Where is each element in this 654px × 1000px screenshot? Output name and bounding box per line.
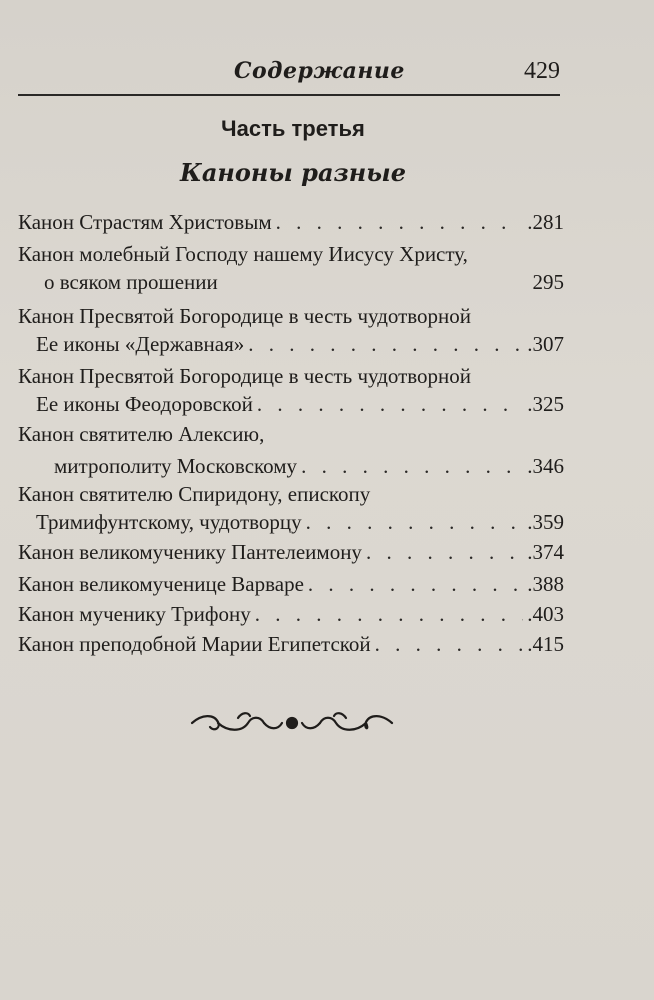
toc-entry bbox=[18, 630, 564, 658]
toc-page-number: .388 bbox=[527, 572, 564, 596]
toc-entry bbox=[18, 240, 564, 296]
toc-page-number: .359 bbox=[527, 510, 564, 534]
toc-entry-title-cont: Тримифунтскому, чудотворцу bbox=[36, 510, 302, 534]
toc-entry-title: Канон мученику Трифону bbox=[18, 602, 251, 626]
toc-entry-title: Канон молебный Господу нашему Иисусу Христу, bbox=[18, 242, 468, 266]
header-title: Содержание bbox=[234, 58, 405, 84]
dot-leader bbox=[306, 508, 524, 536]
section-title: Каноны разные bbox=[180, 158, 406, 187]
dot-leader bbox=[375, 630, 524, 658]
toc-page-number: .325 bbox=[527, 392, 564, 416]
dot-leader bbox=[308, 570, 523, 598]
toc-page-number: .415 bbox=[527, 632, 564, 656]
toc-entry bbox=[18, 570, 564, 598]
toc-entry-title-cont: Ее иконы Феодоровской bbox=[36, 392, 253, 416]
dot-leader bbox=[257, 390, 523, 418]
toc-page-number: .346 bbox=[527, 454, 564, 478]
toc-entry bbox=[18, 600, 564, 628]
toc-entry-title: Канон Пресвятой Богородице в честь чудотворной bbox=[18, 304, 472, 328]
toc-entry bbox=[18, 208, 564, 236]
toc-entry-title: Канон Пресвятой Богородице в честь чудотворной bbox=[18, 364, 472, 388]
toc-entry bbox=[18, 420, 564, 480]
toc-entry-title-cont: о всяком прошении bbox=[44, 270, 218, 294]
toc-entry-title: Канон великомученице Варваре bbox=[18, 572, 304, 596]
toc-page-number: .281 bbox=[527, 210, 564, 234]
toc-entry bbox=[18, 480, 564, 536]
toc-entry-title: Канон святителю Алексию, bbox=[18, 422, 265, 446]
toc-page-number: .403 bbox=[527, 602, 564, 626]
toc-entry-title: Канон святителю Спиридону, епископу bbox=[18, 482, 371, 506]
dot-leader bbox=[301, 452, 523, 480]
toc-page-number: .374 bbox=[527, 540, 564, 564]
header-rule bbox=[18, 94, 560, 96]
header-page-number: 429 bbox=[524, 58, 560, 84]
part-title: Часть третья bbox=[221, 116, 365, 141]
toc-page-number: .307 bbox=[527, 332, 564, 356]
ornament-divider-icon bbox=[188, 706, 396, 740]
dot-leader bbox=[276, 208, 524, 236]
toc-entry bbox=[18, 362, 564, 418]
toc-entry bbox=[18, 302, 564, 358]
toc-entry-title-cont: митрополиту Московскому bbox=[54, 454, 298, 478]
toc-entry bbox=[18, 538, 564, 566]
toc-entry-title: Канон великомученику Пантелеимону bbox=[18, 540, 362, 564]
dot-leader bbox=[255, 600, 524, 628]
toc-entry-title: Канон Страстям Христовым bbox=[18, 210, 272, 234]
toc-page-number: 295 bbox=[532, 270, 564, 294]
running-header bbox=[18, 52, 560, 92]
toc-entry-title: Канон преподобной Марии Египетской bbox=[18, 632, 371, 656]
toc-entry-title-cont: Ее иконы «Державная» bbox=[36, 332, 245, 356]
dot-leader bbox=[248, 330, 523, 358]
dot-leader bbox=[366, 538, 523, 566]
